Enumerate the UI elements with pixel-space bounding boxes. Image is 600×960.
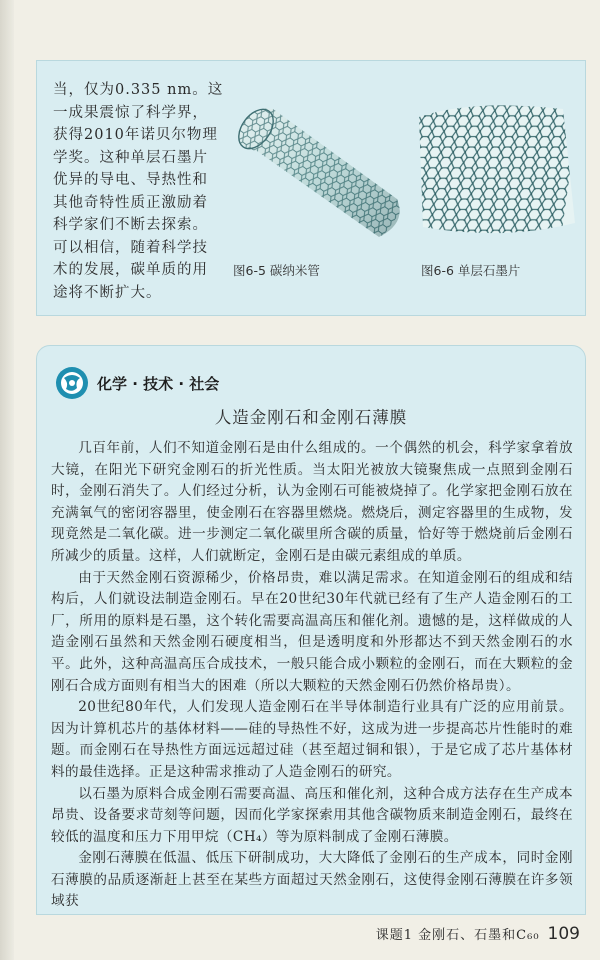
paragraph: 以石墨为原料合成金刚石需要高温、高压和催化剂，这种合成方法存在生产成本昂贵、设备要求苛刻等问题，因而化学家探索用其他含碳物质来制造金刚石，最终在较低的温度和压力下用甲烷（CH₄）等为原料制成了金刚石薄膜。 — [51, 785, 573, 845]
page-footer — [376, 924, 580, 944]
graphene-sheet-image — [413, 95, 581, 245]
chemistry-technology-society-panel — [36, 345, 586, 915]
paragraph: 金刚石薄膜在低温、低压下研制成功，大大降低了金刚石的生产成本，同时金刚石薄膜的品质逐渐赶上甚至在某些方面超过天然金刚石，这使得金刚石薄膜在许多领域获 — [51, 850, 573, 910]
text-line: 其他奇特性质正激励着 — [53, 194, 208, 211]
text-line: 科学家们不断去探索。 — [53, 217, 208, 233]
paragraph: 由于天然金刚石资源稀少，价格昂贵，难以满足需求。在知道金刚石的组成和结构后，人们就设法制造金刚石。早在20世纪30年代就已经有了生产人造金刚石的工厂，所用的原料是石墨，这个转化需要高温高压和催化剂。遗憾的是，这样做成的人造金刚石虽然和天然金刚石硬度相当，但是透明度和外形都达不到天然金刚石的水平。此外，这种高温高压合成技术，一般只能合成小颗粒的金刚石，而在大颗粒的金刚石合成方面则有相当大的困难（所以大颗粒的天然金刚石仍然价格昂贵）。 — [51, 569, 573, 694]
text-line: 获得2010年诺贝尔物理 — [53, 127, 218, 143]
article-title: 人造金刚石和金刚石薄膜 — [214, 408, 408, 427]
page-number: 109 — [547, 924, 580, 944]
text-line: 优异的导电、导热性和 — [53, 172, 208, 188]
text-line: 可以相信，随着科学技 — [53, 239, 208, 256]
text-line: 当，仅为0.335 nm。这 — [53, 82, 224, 98]
chemistry-society-badge-icon — [55, 366, 89, 400]
text-line: 术的发展，碳单质的用 — [53, 262, 208, 278]
text-line: 学奖。这种单层石墨片 — [53, 149, 208, 166]
carbon-nanotube-image — [229, 91, 409, 251]
chapter-topic: 课题1 金刚石、石墨和C₆₀ — [375, 928, 540, 943]
paragraph: 20世纪80年代，人们发现人造金刚石在半导体制造行业具有广泛的应用前景。因为计算机芯片的基体材料——硅的导热性不好，这成为进一步提高芯片性能时的难题。而金刚石在导热性方面远远超过硅（甚至超过铜和银），于是它成了芯片基体材料的最佳选择。正是这种需求推动了人造金刚石的研究。 — [51, 699, 573, 780]
article-body — [51, 438, 573, 913]
graphene-description — [53, 79, 227, 304]
figure-caption: 图6-6 单层石墨片 — [421, 263, 521, 278]
carbon-materials-panel — [36, 60, 586, 316]
paragraph: 几百年前，人们不知道金刚石是由什么组成的。一个偶然的机会，科学家拿着放大镜，在阳光下研究金刚石的折光性质。当太阳光被放大镜聚焦成一点照到金刚石时，金刚石消失了。人们经过分析，认为金刚石可能被烧掉了。化学家把金刚石放在充满氧气的密闭容器里，使金刚石在容器里燃烧。燃烧后，测定容器里的生成物，发现竟然是二氧化碳。进一步测定二氧化碳里所含碳的质量，恰好等于燃烧前后金刚石所减少的质量。这样，人们就断定，金刚石是由碳元素组成的单质。 — [51, 440, 573, 564]
figure-caption: 图6-5 碳纳米管 — [233, 263, 320, 278]
text-line: 一成果震惊了科学界， — [53, 104, 208, 121]
section-label: 化学 · 技术 · 社会 — [97, 374, 220, 393]
page-binding-edge — [0, 0, 14, 960]
text-line: 途将不断扩大。 — [53, 284, 162, 301]
section-header — [55, 366, 219, 400]
